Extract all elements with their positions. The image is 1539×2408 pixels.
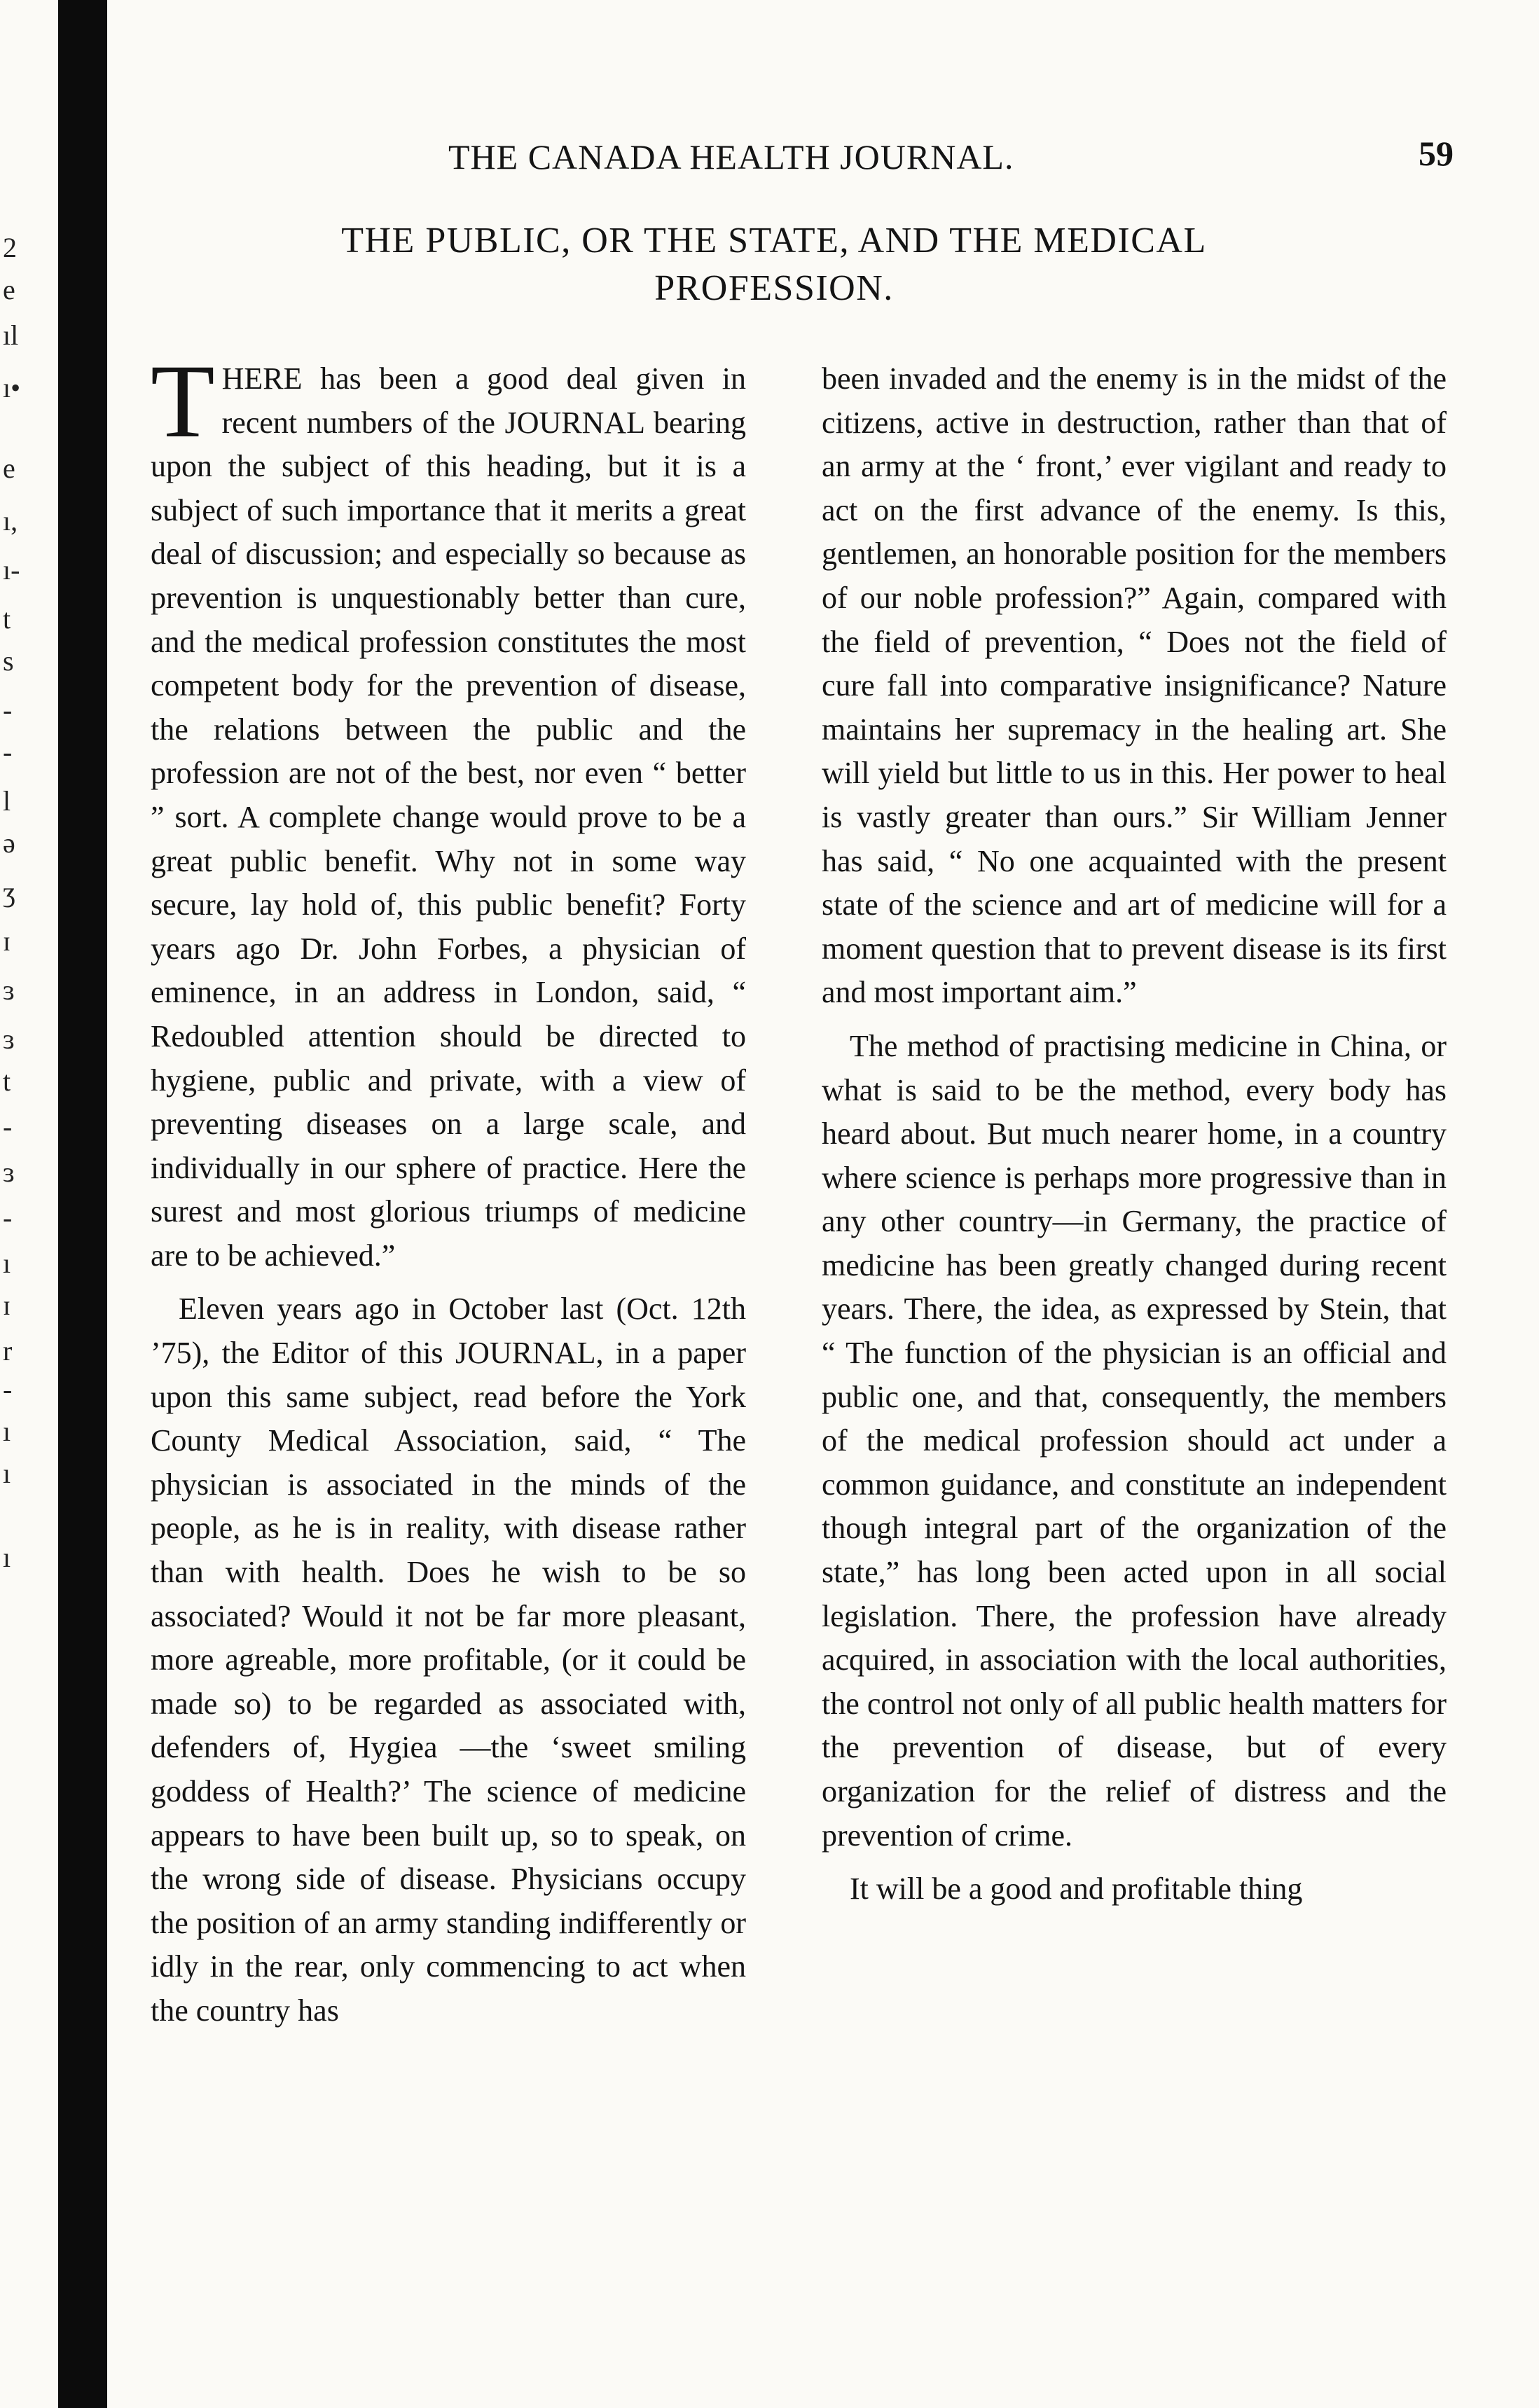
margin-fragment: ı xyxy=(3,1247,11,1279)
margin-fragment: - xyxy=(3,1373,13,1405)
margin-fragment: ı• xyxy=(3,372,21,403)
right-paragraph-1: been invaded and the enemy is in the midst of the citizens, active in destruction, rather than that of an army at the ‘ front,’ ever vigilant and ready to act on the first advance of the enemy. Is this, gentlemen, an honorable position for the members of our noble profession?” Again, compared with the field of prevention, “ Does not the field of cure fall into comparative insignificance? Nature maintains her supremacy in the healing art. She will yield but little to us in this. Her power to heal is vastly greater than ours.” Sir William Jenner has said, “ No one acquainted with the present state of the science and art of medicine will for a moment question that to prevent disease is its first and most important aim.” xyxy=(822,361,1447,1010)
right-column xyxy=(822,357,1447,1911)
drop-cap: T xyxy=(151,343,215,459)
margin-fragment: ı xyxy=(3,1458,11,1489)
margin-fragment: - xyxy=(3,1202,13,1233)
left-paragraph-1 xyxy=(151,343,746,1278)
article-title-line-2: PROFESSION. xyxy=(654,268,894,308)
right-paragraph-2: The method of practising medicine in China, or what is said to be the method, every body has heard about. But much nearer home, in a country where science is perhaps more progressive than in any other country—in Germany, the practice of medicine has been greatly changed during recent years. There, the idea, as expressed by Stein, that “ The function of the physician is an official and public one, and that, consequently, the members of the medical profession should act under a common guidance, and constitute an independent though integral part of the organization of the state,” has long been acted upon in all social legislation. There, the profession have already acquired, in association with the local authorities, the control not only of all public health matters for the prevention of disease, but of every organization for the relief of distress and the prevention of crime. xyxy=(822,1028,1447,1853)
margin-fragment: ı- xyxy=(3,554,20,586)
margin-fragment: - xyxy=(3,736,13,768)
left-paragraph-2: Eleven years ago in October last (Oct. 12th ’75), the Editor of this JOURNAL, in a paper upon this same subject, read before the York County Medical Association, said, “ The physician is associated in the minds of the people, as he is in reality, with disease rather than with health. Does he wish to be so associated? Would it not be far more pleasant, more agreable, more profitable, (or it could be made so) to be regarded as associated with, defenders of, Hygiea —the ‘sweet smiling goddess of Health?’ The science of medicine appears to have been built up, so to speak, on the wrong side of disease. Physicians occupy the position of an army standing indifferently or idly in the rear, only commencing to act when the country has xyxy=(151,1292,746,2028)
margin-fragment: e xyxy=(3,452,15,484)
margin-fragment: r xyxy=(3,1335,13,1366)
left-column xyxy=(151,343,746,2033)
margin-fragment: ı xyxy=(3,1416,11,1447)
binding-gutter-shadow xyxy=(58,0,107,2408)
margin-fragment: 2 xyxy=(3,232,17,263)
margin-fragment: e xyxy=(3,274,15,305)
margin-fragment: ı xyxy=(3,1542,11,1573)
margin-fragment: s xyxy=(3,645,14,677)
margin-fragment: ɜ xyxy=(3,1156,15,1188)
running-head: THE CANADA HEALTH JOURNAL. xyxy=(448,137,1014,177)
margin-fragment: ɪ xyxy=(3,925,11,957)
page-number: 59 xyxy=(1419,134,1454,173)
margin-fragment: t xyxy=(3,603,11,635)
margin-fragment: ʒ xyxy=(3,876,15,908)
margin-fragment: ə xyxy=(3,827,15,859)
margin-fragment: ɜ xyxy=(3,1023,15,1055)
right-paragraph-3: It will be a good and profitable thing xyxy=(850,1871,1303,1907)
adjacent-page-margin-fragments xyxy=(0,0,56,2408)
margin-fragment: ɪ xyxy=(3,1289,11,1321)
margin-fragment: t xyxy=(3,1065,11,1097)
article-title xyxy=(231,217,1317,312)
article-title-line-1: THE PUBLIC, OR THE STATE, AND THE MEDICAL xyxy=(341,221,1207,261)
left-paragraph-1-text: HERE has been a good deal given in recent numbers of the JOURNAL bearing upon the subject of this heading, but it is a subject of such importance that it merits a great deal of discussion; and especially so because as prevention is unquestionably better than cure, and the medical profession constitutes the most competent body for the prevention of disease, the relations between the public and the profession are not of the best, nor even “ better ” sort. A complete change would prove to be a great public benefit. Why not in some way secure, lay hold of, this public benefit? Forty years ago Dr. John Forbes, a physician of eminence, in an address in London, said, “ Redoubled attention should be directed to hygiene, public and private, with a view of preventing diseases on a large scale, and individually in our sphere of practice. Here the surest and most glorious triumps of medicine are to be achieved.” xyxy=(151,361,746,1273)
margin-fragment: ı, xyxy=(3,505,18,537)
margin-fragment: - xyxy=(3,1111,13,1142)
margin-fragment: l xyxy=(3,785,11,817)
margin-fragment: - xyxy=(3,694,13,726)
margin-fragment: ɜ xyxy=(3,974,15,1006)
margin-fragment: ıl xyxy=(3,319,19,351)
